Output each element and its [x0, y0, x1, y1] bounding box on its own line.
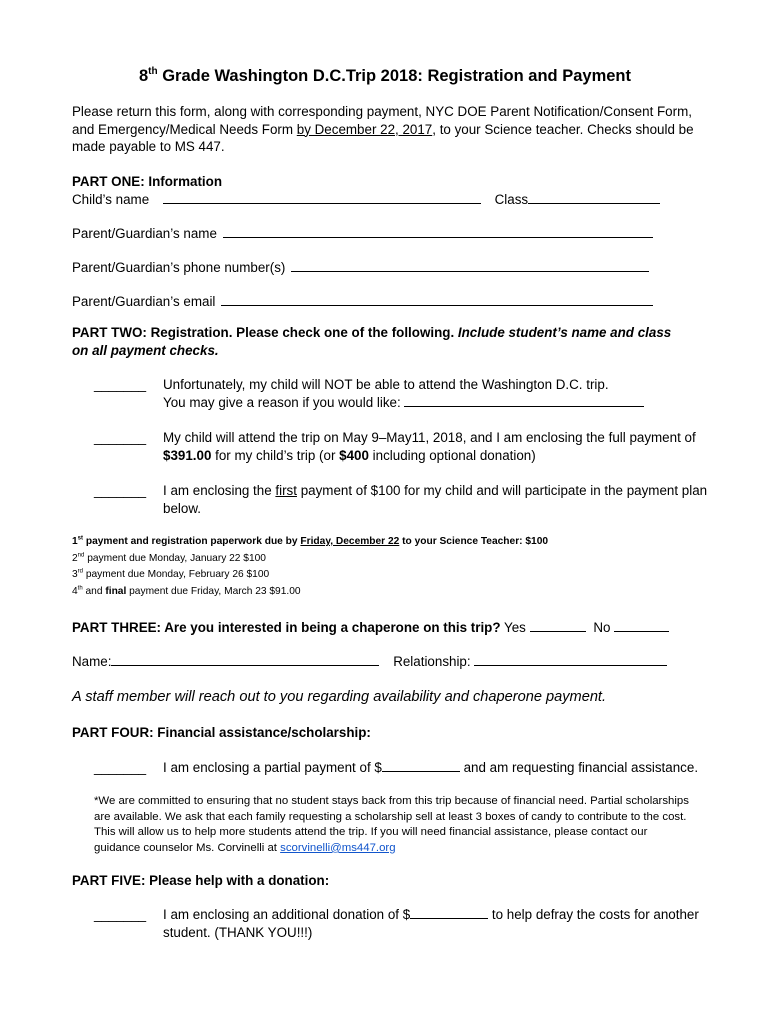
title-text: Grade Washington D.C.Trip 2018: Registration and Payment: [157, 67, 632, 85]
chaperone-name-field[interactable]: [111, 653, 379, 666]
phone-row: [72, 259, 712, 277]
title-grade: 8: [138, 67, 149, 85]
reason-field[interactable]: [404, 394, 644, 407]
payment-schedule: [72, 534, 548, 600]
chaperone-yes-field[interactable]: [530, 619, 586, 632]
part-one-heading: PART ONE: Information: [72, 174, 223, 189]
page-title: [0, 66, 770, 86]
part-three-heading: PART THREE: Are you interested in being a chaperone on this trip?: [72, 620, 501, 635]
child-name-field[interactable]: [163, 191, 481, 204]
part-three-row: [72, 619, 712, 637]
counselor-email-link[interactable]: scorvinelli@ms447.org: [280, 841, 396, 854]
email-label: Parent/Guardian’s email: [72, 294, 216, 309]
donation-amount-field[interactable]: [410, 906, 488, 919]
part-five-heading: PART FIVE: Please help with a donation:: [72, 873, 330, 888]
schedule-row-4: 4th and final payment due Friday, March 23 $91.00: [72, 585, 301, 597]
parent-name-label: Parent/Guardian’s name: [72, 226, 217, 241]
staff-note: A staff member will reach out to you regarding availability and chaperone payment.: [72, 689, 607, 705]
chaperone-name-label: Name:: [72, 654, 112, 669]
scholarship-note: *We are committed to ensuring that no student stays back from this trip because of financial need. Partial scholarships are available. We ask that each family requesting a scholarship sell at least 3 boxes of candy to contribute to the cost. This will allow us to help more students attend the trip. If you will need financial assistance, please contact our guidance counselor Ms. Corvinelli at scorvinelli@ms447.org: [94, 795, 689, 854]
option-checkbox-blank[interactable]: _______: [94, 377, 147, 392]
option-checkbox-blank[interactable]: _______: [94, 760, 147, 775]
title-superscript: th: [148, 65, 158, 77]
relationship-label: Relationship:: [393, 654, 475, 669]
relationship-field[interactable]: [474, 653, 667, 666]
email-row: [72, 293, 712, 311]
option-checkbox-blank[interactable]: _______: [94, 483, 147, 498]
yes-label: Yes: [500, 620, 530, 635]
no-label: No: [593, 620, 615, 635]
schedule-row-3: 3rd payment due Monday, February 26 $100: [72, 568, 270, 580]
phone-label: Parent/Guardian’s phone number(s): [72, 260, 286, 275]
schedule-row-2: 2nd payment due Monday, January 22 $100: [72, 552, 266, 564]
registration-form-page: 8th Grade Washington D.C.Trip 2018: Registration and Payment Please return this form, along with corresponding payment, NYC DOE Parent Notification/Consent Form, and Emergency/Medical Needs Form by December 22, 2017, to your Science teacher. Checks should be made payable to MS 447. PART ONE: Information Child’s name Class Parent/Guardian’s name Parent/Guardian’s phone number(s) Parent/Guardian’s email PART TWO: Registration. Please check one of the following. Include student’s name and class on all payment checks. _______ Unfortunately, my child will NOT be able to attend the Washington D.C. trip. You may give a reason if you would like: _______ My child will attend the trip on May 9–May11, 2018, and I am enclosing the full payment of $391.00 for my child’s trip (or $400 including optional donation) _______ I am enclosing the first payment of $100 for my child and will participate in the payment plan below. 1st payment and registration paperwork due by Friday, December 22 to your Science Teacher: $100 2nd payment due Monday, January 22 $100 3rd payment due Monday, February 26 $100 4th and final payment due Friday, March 23 $91.00 PART THREE: Are you interested in being a chaperone on this trip? Yes No Name: Relationship: A staff member will reach out to you regarding availability and chaperone payment. PART FOUR: Financial assistance/scholarship: _______ I am enclosing a partial payment of $ and am requesting financial assistance. *We are committed to ensuring that no student stays back from this trip because of financial need. Partial scholarships are available. We ask that each family requesting a scholarship sell at least 3 boxes of candy to contribute to the cost. This will allow us to help more students attend the trip. If you will need financial assistance, please contact our guidance counselor Ms. Corvinelli at scorvinelli@ms447.org PART FIVE: Please help with a donation: _______ I am enclosing an additional donation of $ to help defray the costs for another student. (THANK YOU!!!): [0, 0, 770, 1024]
class-field[interactable]: [528, 191, 660, 204]
part-four-heading: PART FOUR: Financial assistance/scholarship:: [72, 725, 371, 740]
deadline-text: by December 22, 2017: [296, 121, 433, 137]
option-checkbox-blank[interactable]: _______: [94, 907, 147, 922]
parent-name-field[interactable]: [223, 225, 653, 238]
partial-payment-field[interactable]: [382, 759, 460, 772]
parent-name-row: [72, 225, 712, 243]
chaperone-name-row: [72, 653, 712, 671]
email-field[interactable]: [221, 293, 653, 306]
class-label: Class: [494, 192, 529, 207]
part-two-heading: PART TWO: Registration. Please check one of the following. Include student’s name and class on all payment checks.: [72, 325, 672, 358]
chaperone-no-field[interactable]: [614, 619, 669, 632]
phone-field[interactable]: [291, 259, 649, 272]
child-name-label: Child’s name: [72, 192, 150, 207]
child-name-row: [72, 191, 712, 209]
schedule-row-1: 1st payment and registration paperwork due by Friday, December 22 to your Science Teacher: $100: [72, 535, 549, 547]
option-checkbox-blank[interactable]: _______: [94, 430, 147, 445]
intro-paragraph: Please return this form, along with corresponding payment, NYC DOE Parent Notification/Consent Form, and Emergency/Medical Needs Form by December 22, 2017, to your Science teacher. Checks should be made payable to MS 447.: [72, 104, 694, 154]
